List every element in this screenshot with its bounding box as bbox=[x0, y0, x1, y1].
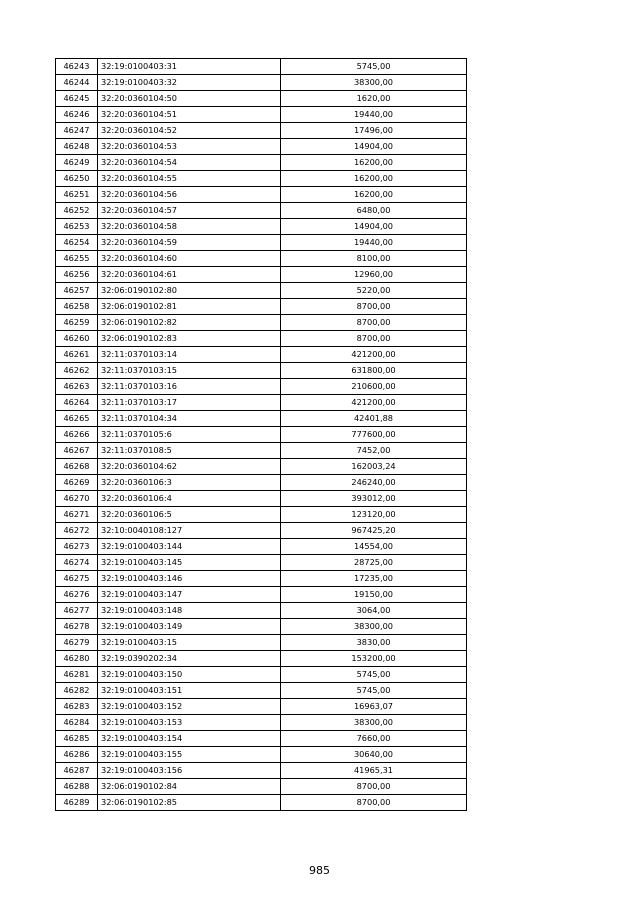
value-cell: 631800,00 bbox=[281, 363, 467, 379]
cadastral-number-cell: 32:06:0190102:82 bbox=[98, 315, 281, 331]
cadastral-number-cell: 32:20:0360104:52 bbox=[98, 123, 281, 139]
table-row bbox=[56, 315, 467, 331]
row-number-cell: 46259 bbox=[56, 315, 98, 331]
value-cell: 12960,00 bbox=[281, 267, 467, 283]
value-cell: 3830,00 bbox=[281, 635, 467, 651]
value-cell: 19440,00 bbox=[281, 107, 467, 123]
cadastral-number-cell: 32:19:0100403:148 bbox=[98, 603, 281, 619]
row-number-cell: 46277 bbox=[56, 603, 98, 619]
value-cell: 5745,00 bbox=[281, 667, 467, 683]
row-number-cell: 46279 bbox=[56, 635, 98, 651]
row-number-cell: 46282 bbox=[56, 683, 98, 699]
table-row bbox=[56, 667, 467, 683]
row-number-cell: 46266 bbox=[56, 427, 98, 443]
table-row bbox=[56, 587, 467, 603]
cadastral-number-cell: 32:19:0100403:15 bbox=[98, 635, 281, 651]
cadastral-number-cell: 32:19:0100403:155 bbox=[98, 747, 281, 763]
table-row bbox=[56, 123, 467, 139]
value-cell: 8700,00 bbox=[281, 779, 467, 795]
table-row bbox=[56, 347, 467, 363]
row-number-cell: 46252 bbox=[56, 203, 98, 219]
cadastral-number-cell: 32:20:0360104:53 bbox=[98, 139, 281, 155]
cadastral-number-cell: 32:11:0370103:14 bbox=[98, 347, 281, 363]
row-number-cell: 46251 bbox=[56, 187, 98, 203]
table-row bbox=[56, 395, 467, 411]
page-number: 985 bbox=[309, 864, 330, 877]
value-cell: 153200,00 bbox=[281, 651, 467, 667]
cadastral-number-cell: 32:20:0360104:55 bbox=[98, 171, 281, 187]
row-number-cell: 46249 bbox=[56, 155, 98, 171]
table-row bbox=[56, 283, 467, 299]
table-row bbox=[56, 523, 467, 539]
cadastral-number-cell: 32:06:0190102:81 bbox=[98, 299, 281, 315]
table-row bbox=[56, 363, 467, 379]
table-row bbox=[56, 763, 467, 779]
cadastral-number-cell: 32:20:0360104:62 bbox=[98, 459, 281, 475]
cadastral-number-cell: 32:19:0100403:154 bbox=[98, 731, 281, 747]
row-number-cell: 46258 bbox=[56, 299, 98, 315]
row-number-cell: 46250 bbox=[56, 171, 98, 187]
value-cell: 17496,00 bbox=[281, 123, 467, 139]
row-number-cell: 46243 bbox=[56, 59, 98, 75]
row-number-cell: 46262 bbox=[56, 363, 98, 379]
cadastral-number-cell: 32:19:0100403:147 bbox=[98, 587, 281, 603]
value-cell: 8700,00 bbox=[281, 315, 467, 331]
value-cell: 41965,31 bbox=[281, 763, 467, 779]
value-cell: 30640,00 bbox=[281, 747, 467, 763]
cadastral-number-cell: 32:11:0370103:15 bbox=[98, 363, 281, 379]
row-number-cell: 46278 bbox=[56, 619, 98, 635]
value-cell: 16200,00 bbox=[281, 171, 467, 187]
row-number-cell: 46265 bbox=[56, 411, 98, 427]
row-number-cell: 46283 bbox=[56, 699, 98, 715]
value-cell: 421200,00 bbox=[281, 347, 467, 363]
row-number-cell: 46285 bbox=[56, 731, 98, 747]
cadastral-number-cell: 32:11:0370103:16 bbox=[98, 379, 281, 395]
row-number-cell: 46272 bbox=[56, 523, 98, 539]
value-cell: 16963,07 bbox=[281, 699, 467, 715]
row-number-cell: 46286 bbox=[56, 747, 98, 763]
table-row bbox=[56, 427, 467, 443]
value-cell: 38300,00 bbox=[281, 715, 467, 731]
value-cell: 19150,00 bbox=[281, 587, 467, 603]
table-body bbox=[56, 59, 467, 811]
row-number-cell: 46281 bbox=[56, 667, 98, 683]
value-cell: 42401,88 bbox=[281, 411, 467, 427]
cadastral-number-cell: 32:06:0190102:83 bbox=[98, 331, 281, 347]
cadastral-number-cell: 32:06:0190102:80 bbox=[98, 283, 281, 299]
value-cell: 38300,00 bbox=[281, 75, 467, 91]
cadastral-number-cell: 32:19:0100403:144 bbox=[98, 539, 281, 555]
row-number-cell: 46245 bbox=[56, 91, 98, 107]
row-number-cell: 46284 bbox=[56, 715, 98, 731]
row-number-cell: 46289 bbox=[56, 795, 98, 811]
row-number-cell: 46256 bbox=[56, 267, 98, 283]
table-row bbox=[56, 75, 467, 91]
cadastral-number-cell: 32:06:0190102:84 bbox=[98, 779, 281, 795]
row-number-cell: 46268 bbox=[56, 459, 98, 475]
row-number-cell: 46287 bbox=[56, 763, 98, 779]
cadastral-number-cell: 32:11:0370108:5 bbox=[98, 443, 281, 459]
value-cell: 8100,00 bbox=[281, 251, 467, 267]
cadastral-number-cell: 32:19:0100403:145 bbox=[98, 555, 281, 571]
table-row bbox=[56, 267, 467, 283]
table-row bbox=[56, 411, 467, 427]
table-row bbox=[56, 651, 467, 667]
table-row bbox=[56, 299, 467, 315]
cadastral-number-cell: 32:20:0360104:51 bbox=[98, 107, 281, 123]
cadastral-number-cell: 32:20:0360104:60 bbox=[98, 251, 281, 267]
cadastral-number-cell: 32:20:0360106:3 bbox=[98, 475, 281, 491]
cadastral-number-cell: 32:20:0360104:54 bbox=[98, 155, 281, 171]
table-row bbox=[56, 571, 467, 587]
cadastral-number-cell: 32:20:0360104:59 bbox=[98, 235, 281, 251]
value-cell: 123120,00 bbox=[281, 507, 467, 523]
table-row bbox=[56, 715, 467, 731]
value-cell: 246240,00 bbox=[281, 475, 467, 491]
table-row bbox=[56, 683, 467, 699]
cadastral-number-cell: 32:19:0100403:150 bbox=[98, 667, 281, 683]
value-cell: 14904,00 bbox=[281, 219, 467, 235]
cadastral-number-cell: 32:19:0100403:151 bbox=[98, 683, 281, 699]
row-number-cell: 46280 bbox=[56, 651, 98, 667]
row-number-cell: 46276 bbox=[56, 587, 98, 603]
value-cell: 7452,00 bbox=[281, 443, 467, 459]
table-row bbox=[56, 491, 467, 507]
cadastral-number-cell: 32:19:0100403:153 bbox=[98, 715, 281, 731]
cadastral-number-cell: 32:11:0370104:34 bbox=[98, 411, 281, 427]
cadastral-number-cell: 32:19:0100403:152 bbox=[98, 699, 281, 715]
table-row bbox=[56, 107, 467, 123]
table-row bbox=[56, 507, 467, 523]
table-row bbox=[56, 235, 467, 251]
cadastral-number-cell: 32:20:0360104:50 bbox=[98, 91, 281, 107]
table-row bbox=[56, 539, 467, 555]
value-cell: 210600,00 bbox=[281, 379, 467, 395]
table-row bbox=[56, 331, 467, 347]
row-number-cell: 46273 bbox=[56, 539, 98, 555]
cadastral-number-cell: 32:20:0360104:56 bbox=[98, 187, 281, 203]
table-row bbox=[56, 475, 467, 491]
cadastral-number-cell: 32:19:0100403:149 bbox=[98, 619, 281, 635]
value-cell: 14904,00 bbox=[281, 139, 467, 155]
row-number-cell: 46275 bbox=[56, 571, 98, 587]
table-row bbox=[56, 171, 467, 187]
row-number-cell: 46288 bbox=[56, 779, 98, 795]
cadastral-number-cell: 32:20:0360104:61 bbox=[98, 267, 281, 283]
table-row bbox=[56, 91, 467, 107]
table-row bbox=[56, 699, 467, 715]
row-number-cell: 46270 bbox=[56, 491, 98, 507]
value-cell: 5745,00 bbox=[281, 59, 467, 75]
table-row bbox=[56, 795, 467, 811]
value-cell: 162003,24 bbox=[281, 459, 467, 475]
value-cell: 14554,00 bbox=[281, 539, 467, 555]
row-number-cell: 46269 bbox=[56, 475, 98, 491]
cadastral-number-cell: 32:10:0040108:127 bbox=[98, 523, 281, 539]
table-row bbox=[56, 619, 467, 635]
value-cell: 3064,00 bbox=[281, 603, 467, 619]
value-cell: 19440,00 bbox=[281, 235, 467, 251]
row-number-cell: 46255 bbox=[56, 251, 98, 267]
row-number-cell: 46246 bbox=[56, 107, 98, 123]
cadastral-number-cell: 32:19:0100403:31 bbox=[98, 59, 281, 75]
table-row bbox=[56, 779, 467, 795]
table-row bbox=[56, 747, 467, 763]
cadastral-number-cell: 32:20:0360104:57 bbox=[98, 203, 281, 219]
value-cell: 967425,20 bbox=[281, 523, 467, 539]
value-cell: 38300,00 bbox=[281, 619, 467, 635]
cadastral-number-cell: 32:19:0100403:146 bbox=[98, 571, 281, 587]
value-cell: 16200,00 bbox=[281, 187, 467, 203]
row-number-cell: 46260 bbox=[56, 331, 98, 347]
registry-table bbox=[55, 58, 467, 811]
value-cell: 421200,00 bbox=[281, 395, 467, 411]
table-row bbox=[56, 459, 467, 475]
cadastral-number-cell: 32:06:0190102:85 bbox=[98, 795, 281, 811]
value-cell: 5220,00 bbox=[281, 283, 467, 299]
cadastral-number-cell: 32:11:0370105:6 bbox=[98, 427, 281, 443]
row-number-cell: 46247 bbox=[56, 123, 98, 139]
value-cell: 16200,00 bbox=[281, 155, 467, 171]
value-cell: 28725,00 bbox=[281, 555, 467, 571]
table-row bbox=[56, 155, 467, 171]
table-row bbox=[56, 59, 467, 75]
row-number-cell: 46248 bbox=[56, 139, 98, 155]
row-number-cell: 46257 bbox=[56, 283, 98, 299]
cadastral-number-cell: 32:20:0360106:4 bbox=[98, 491, 281, 507]
value-cell: 17235,00 bbox=[281, 571, 467, 587]
row-number-cell: 46254 bbox=[56, 235, 98, 251]
value-cell: 1620,00 bbox=[281, 91, 467, 107]
table-row bbox=[56, 731, 467, 747]
value-cell: 777600,00 bbox=[281, 427, 467, 443]
value-cell: 6480,00 bbox=[281, 203, 467, 219]
value-cell: 393012,00 bbox=[281, 491, 467, 507]
value-cell: 5745,00 bbox=[281, 683, 467, 699]
row-number-cell: 46253 bbox=[56, 219, 98, 235]
row-number-cell: 46261 bbox=[56, 347, 98, 363]
value-cell: 8700,00 bbox=[281, 299, 467, 315]
row-number-cell: 46267 bbox=[56, 443, 98, 459]
table-row bbox=[56, 139, 467, 155]
table-row bbox=[56, 635, 467, 651]
cadastral-number-cell: 32:19:0100403:32 bbox=[98, 75, 281, 91]
cadastral-number-cell: 32:19:0390202:34 bbox=[98, 651, 281, 667]
table-row bbox=[56, 555, 467, 571]
cadastral-number-cell: 32:11:0370103:17 bbox=[98, 395, 281, 411]
row-number-cell: 46274 bbox=[56, 555, 98, 571]
cadastral-number-cell: 32:20:0360106:5 bbox=[98, 507, 281, 523]
table-row bbox=[56, 187, 467, 203]
table-row bbox=[56, 379, 467, 395]
table-row bbox=[56, 219, 467, 235]
table-row bbox=[56, 603, 467, 619]
table-row bbox=[56, 443, 467, 459]
value-cell: 7660,00 bbox=[281, 731, 467, 747]
cadastral-number-cell: 32:20:0360104:58 bbox=[98, 219, 281, 235]
row-number-cell: 46264 bbox=[56, 395, 98, 411]
table-row bbox=[56, 203, 467, 219]
table-row bbox=[56, 251, 467, 267]
cadastral-number-cell: 32:19:0100403:156 bbox=[98, 763, 281, 779]
row-number-cell: 46271 bbox=[56, 507, 98, 523]
value-cell: 8700,00 bbox=[281, 331, 467, 347]
value-cell: 8700,00 bbox=[281, 795, 467, 811]
row-number-cell: 46244 bbox=[56, 75, 98, 91]
row-number-cell: 46263 bbox=[56, 379, 98, 395]
